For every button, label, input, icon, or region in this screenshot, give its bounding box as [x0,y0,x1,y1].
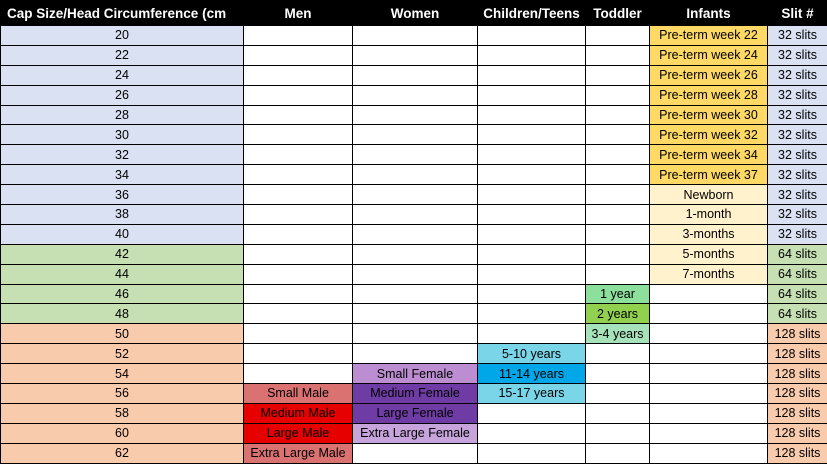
cell-infants[interactable] [650,364,768,384]
cell-children-teens[interactable]: 5-10 years [478,344,586,364]
cell-men[interactable]: Small Male [244,384,353,404]
table-row [1,344,827,364]
cell-cap-size[interactable]: 54 [1,364,244,384]
cell-cap-size[interactable]: 44 [1,264,244,284]
table-row [1,165,827,185]
cell-men[interactable] [244,26,353,46]
cell-infants[interactable] [650,423,768,443]
table-row [1,304,827,324]
cell-slit-number[interactable]: 32 slits [768,125,827,145]
cell-children-teens[interactable] [478,304,586,324]
table-row [1,205,827,225]
table-row [1,45,827,65]
cell-cap-size[interactable]: 60 [1,423,244,443]
table-row [1,244,827,264]
cell-children-teens[interactable] [478,165,586,185]
table-row [1,145,827,165]
cell-infants[interactable]: 7-months [650,264,768,284]
cell-slit-number[interactable]: 128 slits [768,443,827,463]
column-header-toddler[interactable]: Toddler [586,1,650,26]
cell-cap-size[interactable]: 34 [1,165,244,185]
cell-men[interactable] [244,205,353,225]
cell-women[interactable] [353,125,478,145]
cell-children-teens[interactable] [478,244,586,264]
table-row [1,105,827,125]
cell-children-teens[interactable] [478,423,586,443]
cell-cap-size[interactable]: 28 [1,105,244,125]
cell-cap-size[interactable]: 58 [1,403,244,423]
cell-women[interactable] [353,264,478,284]
cell-women[interactable] [353,205,478,225]
cell-women[interactable] [353,304,478,324]
cell-toddler[interactable] [586,165,650,185]
cell-cap-size[interactable]: 22 [1,45,244,65]
cell-toddler[interactable] [586,364,650,384]
cell-children-teens[interactable] [478,403,586,423]
column-header-cap-size[interactable]: Cap Size/Head Circumference (cm [1,1,244,26]
cell-children-teens[interactable] [478,105,586,125]
cell-women[interactable]: Small Female [353,364,478,384]
cell-infants[interactable]: Newborn [650,185,768,205]
cell-women[interactable] [353,145,478,165]
table-row [1,264,827,284]
cell-men[interactable] [244,244,353,264]
cell-men[interactable] [244,324,353,344]
cell-children-teens[interactable] [478,324,586,344]
cell-men[interactable] [244,65,353,85]
cell-children-teens[interactable] [478,205,586,225]
cell-men[interactable] [244,45,353,65]
cell-men[interactable] [244,165,353,185]
cell-children-teens[interactable] [478,65,586,85]
cell-children-teens[interactable] [478,85,586,105]
cell-men[interactable] [244,125,353,145]
table-row [1,364,827,384]
table-row [1,65,827,85]
cell-toddler[interactable]: 2 years [586,304,650,324]
cell-toddler[interactable] [586,26,650,46]
cell-infants[interactable]: Pre-term week 24 [650,45,768,65]
cell-women[interactable] [353,185,478,205]
cell-cap-size[interactable]: 52 [1,344,244,364]
cell-men[interactable] [244,145,353,165]
cell-women[interactable] [353,85,478,105]
cell-children-teens[interactable] [478,264,586,284]
cell-cap-size[interactable]: 24 [1,65,244,85]
column-header-women[interactable]: Women [353,1,478,26]
cell-slit-number[interactable]: 32 slits [768,26,827,46]
cell-men[interactable] [244,284,353,304]
cell-toddler[interactable] [586,403,650,423]
cell-men[interactable] [244,185,353,205]
cell-toddler[interactable]: 1 year [586,284,650,304]
cell-infants[interactable] [650,344,768,364]
cell-children-teens[interactable] [478,125,586,145]
cell-children-teens[interactable]: 11-14 years [478,364,586,384]
cell-cap-size[interactable]: 40 [1,224,244,244]
cell-toddler[interactable] [586,423,650,443]
cell-infants[interactable] [650,403,768,423]
cell-women[interactable] [353,344,478,364]
table-row [1,185,827,205]
table-row [1,125,827,145]
cell-cap-size[interactable]: 36 [1,185,244,205]
cell-infants[interactable]: Pre-term week 22 [650,26,768,46]
cell-toddler[interactable] [586,244,650,264]
cell-slit-number[interactable]: 128 slits [768,423,827,443]
table-row [1,26,827,46]
cell-men[interactable] [244,224,353,244]
cell-women[interactable] [353,224,478,244]
cell-toddler[interactable] [586,384,650,404]
cell-infants[interactable]: 1-month [650,205,768,225]
column-header-children-teens[interactable]: Children/Teens [478,1,586,26]
cell-men[interactable]: Large Male [244,423,353,443]
table-row [1,384,827,404]
cell-toddler[interactable] [586,185,650,205]
cell-slit-number[interactable]: 32 slits [768,65,827,85]
cell-slit-number[interactable]: 32 slits [768,224,827,244]
cell-slit-number[interactable]: 32 slits [768,145,827,165]
cell-slit-number[interactable]: 128 slits [768,344,827,364]
cell-toddler[interactable] [586,145,650,165]
cell-infants[interactable]: Pre-term week 30 [650,105,768,125]
table-row [1,284,827,304]
cell-children-teens[interactable] [478,145,586,165]
column-header-infants[interactable]: Infants [650,1,768,26]
cell-cap-size[interactable]: 32 [1,145,244,165]
cell-slit-number[interactable]: 128 slits [768,324,827,344]
cell-children-teens[interactable] [478,26,586,46]
cell-slit-number[interactable]: 128 slits [768,364,827,384]
cell-children-teens[interactable] [478,224,586,244]
cell-slit-number[interactable]: 32 slits [768,165,827,185]
cell-slit-number[interactable]: 32 slits [768,85,827,105]
cell-slit-number[interactable]: 64 slits [768,304,827,324]
cell-infants[interactable]: Pre-term week 32 [650,125,768,145]
cell-women[interactable] [353,105,478,125]
cell-infants[interactable] [650,443,768,463]
cell-women[interactable] [353,244,478,264]
cell-men[interactable] [244,304,353,324]
cell-cap-size[interactable]: 30 [1,125,244,145]
header-row [1,1,827,26]
cell-toddler[interactable] [586,105,650,125]
cell-infants[interactable] [650,384,768,404]
cell-children-teens[interactable] [478,284,586,304]
cell-infants[interactable]: Pre-term week 26 [650,65,768,85]
table-body [1,26,827,464]
cell-slit-number[interactable]: 128 slits [768,384,827,404]
cell-toddler[interactable] [586,205,650,225]
cell-infants[interactable] [650,284,768,304]
cell-women[interactable] [353,165,478,185]
cell-women[interactable] [353,65,478,85]
cell-cap-size[interactable]: 46 [1,284,244,304]
table-row [1,324,827,344]
cell-men[interactable] [244,264,353,284]
cell-cap-size[interactable]: 20 [1,26,244,46]
cell-infants[interactable]: Pre-term week 37 [650,165,768,185]
cell-women[interactable]: Extra Large Female [353,423,478,443]
cell-children-teens[interactable]: 15-17 years [478,384,586,404]
cell-children-teens[interactable] [478,443,586,463]
cell-children-teens[interactable] [478,45,586,65]
cell-infants[interactable]: Pre-term week 34 [650,145,768,165]
cell-infants[interactable] [650,304,768,324]
column-header-slit-number[interactable]: Slit # [768,1,827,26]
cell-slit-number[interactable]: 32 slits [768,105,827,125]
cell-slit-number[interactable]: 64 slits [768,264,827,284]
cell-toddler[interactable] [586,85,650,105]
cell-infants[interactable]: Pre-term week 28 [650,85,768,105]
cell-women[interactable] [353,443,478,463]
cell-women[interactable] [353,45,478,65]
cell-toddler[interactable] [586,443,650,463]
cell-cap-size[interactable]: 38 [1,205,244,225]
cell-men[interactable]: Medium Male [244,403,353,423]
cell-women[interactable]: Large Female [353,403,478,423]
cell-toddler[interactable] [586,65,650,85]
cell-toddler[interactable] [586,344,650,364]
cell-toddler[interactable] [586,264,650,284]
cell-cap-size[interactable]: 48 [1,304,244,324]
cell-women[interactable]: Medium Female [353,384,478,404]
cell-women[interactable] [353,26,478,46]
cell-men[interactable] [244,364,353,384]
cell-toddler[interactable]: 3-4 years [586,324,650,344]
cell-toddler[interactable] [586,45,650,65]
table-row [1,423,827,443]
cell-cap-size[interactable]: 26 [1,85,244,105]
cell-cap-size[interactable]: 42 [1,244,244,264]
cell-infants[interactable]: 5-months [650,244,768,264]
cell-women[interactable] [353,284,478,304]
cell-men[interactable] [244,344,353,364]
cell-cap-size[interactable]: 56 [1,384,244,404]
cell-men[interactable] [244,85,353,105]
cell-men[interactable] [244,105,353,125]
cell-slit-number[interactable]: 32 slits [768,205,827,225]
table-row [1,443,827,463]
cell-slit-number[interactable]: 32 slits [768,45,827,65]
cell-slit-number[interactable]: 64 slits [768,244,827,264]
cell-infants[interactable] [650,324,768,344]
cell-slit-number[interactable]: 64 slits [768,284,827,304]
cell-infants[interactable]: 3-months [650,224,768,244]
table-row [1,85,827,105]
cell-women[interactable] [353,324,478,344]
cell-cap-size[interactable]: 62 [1,443,244,463]
table-row [1,224,827,244]
cell-children-teens[interactable] [478,185,586,205]
cell-toddler[interactable] [586,125,650,145]
column-header-men[interactable]: Men [244,1,353,26]
cell-toddler[interactable] [586,224,650,244]
cell-slit-number[interactable]: 128 slits [768,403,827,423]
cell-men[interactable]: Extra Large Male [244,443,353,463]
cell-slit-number[interactable]: 32 slits [768,185,827,205]
table-row [1,403,827,423]
cell-cap-size[interactable]: 50 [1,324,244,344]
